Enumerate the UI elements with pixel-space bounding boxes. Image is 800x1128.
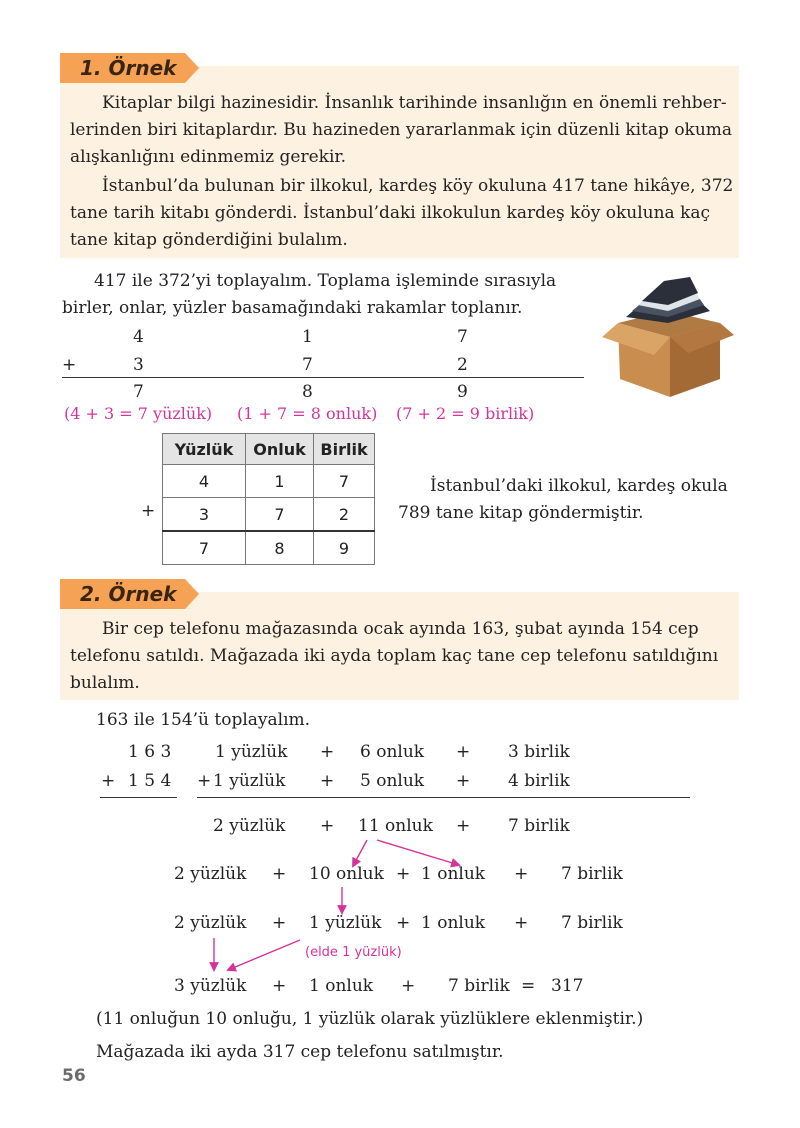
r2-hundreds: 1 yüzlük [213, 771, 286, 791]
r2-plus: + [320, 771, 335, 791]
r2-tens: 5 onluk [360, 771, 425, 791]
r5-tens: 1 onluk [421, 913, 486, 933]
r1-tens: 6 onluk [360, 742, 425, 762]
r6-hundreds: 3 yüzlük [174, 976, 247, 996]
explanation: (11 onluğun 10 onluğu, 1 yüzlük olarak yüzlüklere eklenmiştir.) [96, 1009, 644, 1029]
r6-ones: 7 birlik [448, 976, 510, 996]
example1-tag: 1. Örnek [60, 53, 185, 83]
text-line: bulalım. [70, 673, 140, 693]
r3-tens: 11 onluk [358, 816, 433, 836]
r6-plus: + [401, 976, 416, 996]
header-yuzluk: Yüzlük [163, 434, 246, 465]
r4-ones: 7 birlik [561, 864, 623, 884]
addition1-row2-hundreds: 3 [133, 355, 144, 375]
r4-plus: + [396, 864, 411, 884]
r4-plus: + [272, 864, 287, 884]
text-line: birler, onlar, yüzler basamağındaki rakamlar toplanır. [62, 298, 523, 318]
addition1-sum-ones: 9 [457, 382, 468, 402]
addition2-num2: 1 5 4 [128, 771, 172, 791]
addition1-row1-tens: 1 [302, 327, 313, 347]
text-line: 417 ile 372’yi toplayalım. Toplama işleminde sırasıyla [94, 271, 557, 291]
table-plus: + [141, 501, 156, 521]
r6-tens: 1 onluk [309, 976, 374, 996]
text-line: alışkanlığını edinmemiz gerekir. [70, 147, 347, 167]
table-cell: 8 [246, 531, 314, 565]
r1-ones: 3 birlik [508, 742, 570, 762]
example2-intro: 163 ile 154’ü toplayalım. [96, 710, 311, 730]
r1-plus: + [456, 742, 471, 762]
r5-hundreds-carry: 1 yüzlük [309, 913, 382, 933]
addition1-sum-tens: 8 [302, 382, 313, 402]
note-hundreds: (4 + 3 = 7 yüzlük) [64, 404, 213, 423]
r2-plus: + [456, 771, 471, 791]
table-cell: 7 [163, 531, 246, 565]
addition2-plus: + [101, 771, 116, 791]
table-cell: 1 [246, 465, 314, 498]
r5-plus: + [396, 913, 411, 933]
text-line: Kitaplar bilgi hazinesidir. İnsanlık tarihinde insanlığın en önemli rehber- [102, 93, 727, 113]
table-cell: 9 [314, 531, 375, 565]
r3-plus: + [456, 816, 471, 836]
text-line: Bir cep telefonu mağazasında ocak ayında 163, şubat ayında 154 cep [102, 619, 699, 639]
table-cell: 7 [246, 498, 314, 532]
addition1-row2-ones: 2 [457, 355, 468, 375]
table-cell: 3 [163, 498, 246, 532]
text-line: telefonu satıldı. Mağazada iki ayda toplam kaç tane cep telefonu satıldığını [70, 646, 719, 666]
r3-hundreds: 2 yüzlük [213, 816, 286, 836]
example2-tag: 2. Örnek [60, 579, 185, 609]
note-ones: (7 + 2 = 9 birlik) [396, 404, 535, 423]
table-cell: 7 [314, 465, 375, 498]
addition1-row1-ones: 7 [457, 327, 468, 347]
r2-plus-lead: + [197, 771, 212, 791]
r6-plus: + [272, 976, 287, 996]
r4-tens: 10 onluk [309, 864, 384, 884]
header-onluk: Onluk [246, 434, 314, 465]
table-cell: 2 [314, 498, 375, 532]
r1-hundreds: 1 yüzlük [215, 742, 288, 762]
r4-tens-extra: 1 onluk [421, 864, 486, 884]
addition1-sum-hundreds: 7 [133, 382, 144, 402]
addition1-row1-hundreds: 4 [133, 327, 144, 347]
r2-ones: 4 birlik [508, 771, 570, 791]
conclusion: Mağazada iki ayda 317 cep telefonu satılmıştır. [96, 1042, 504, 1062]
note-tens: (1 + 7 = 8 onluk) [237, 404, 378, 423]
r3-plus: + [320, 816, 335, 836]
r3-ones: 7 birlik [508, 816, 570, 836]
text-line: tane kitap gönderdiğini bulalım. [70, 230, 348, 250]
r5-plus: + [272, 913, 287, 933]
r6-equals: = [521, 976, 536, 996]
text-line: İstanbul’daki ilkokul, kardeş okula [430, 476, 728, 496]
addition1-plus: + [62, 355, 77, 375]
r4-hundreds: 2 yüzlük [174, 864, 247, 884]
carry-note: (elde 1 yüzlük) [305, 945, 402, 960]
addition2-num1: 1 6 3 [128, 742, 172, 762]
addition1-row2-tens: 7 [302, 355, 313, 375]
text-line: 789 tane kitap göndermiştir. [398, 503, 644, 523]
text-line: İstanbul’da bulunan bir ilkokul, kardeş köy okuluna 417 tane hikâye, 372 [102, 176, 734, 196]
text-line: tane tarih kitabı gönderdi. İstanbul’daki ilkokulun kardeş köy okuluna kaç [70, 203, 711, 223]
header-birlik: Birlik [314, 434, 375, 465]
r5-hundreds: 2 yüzlük [174, 913, 247, 933]
r6-total: 317 [551, 976, 584, 996]
r4-plus: + [514, 864, 529, 884]
r5-plus: + [514, 913, 529, 933]
table-cell: 4 [163, 465, 246, 498]
text-line: lerinden biri kitaplardır. Bu hazineden yararlanmak için düzenli kitap okuma [70, 120, 733, 140]
r1-plus: + [320, 742, 335, 762]
r5-ones: 7 birlik [561, 913, 623, 933]
page-number: 56 [62, 1066, 86, 1086]
